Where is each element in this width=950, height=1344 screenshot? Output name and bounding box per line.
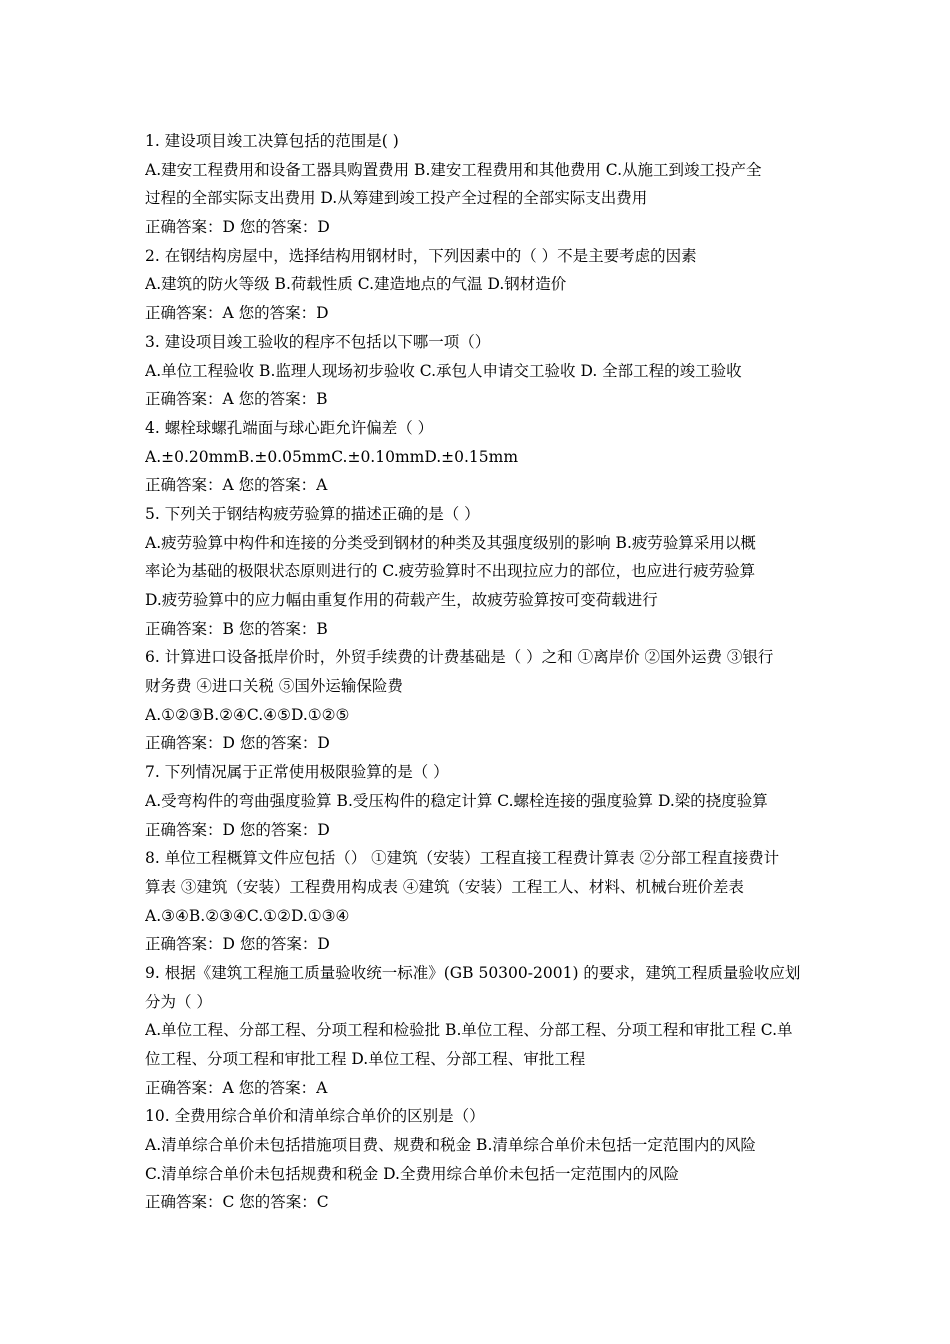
- question-options: [145, 1131, 810, 1188]
- question-text: [145, 242, 810, 271]
- answer-line: 正确答案：D 您的答案：D: [145, 820, 330, 839]
- option-line: A.建安工程费用和设备工器具购置费用 B.建安工程费用和其他费用 C.从施工到竣工投产全: [145, 160, 762, 179]
- option-line: A.建筑的防火等级 B.荷载性质 C.建造地点的气温 D.钢材造价: [145, 275, 567, 294]
- question-options: [145, 270, 810, 299]
- answer-line: 正确答案：A 您的答案：A: [145, 1078, 328, 1097]
- option-line: 位工程、分项工程和审批工程 D.单位工程、分部工程、审批工程: [145, 1050, 586, 1068]
- option-line: 过程的全部实际支出费用 D.从筹建到竣工投产全过程的全部实际支出费用: [145, 189, 648, 208]
- question-text: [145, 500, 810, 529]
- option-line: A.±0.20mmB.±0.05mmC.±0.10mmD.±0.15mm: [145, 447, 519, 466]
- question-text: [145, 328, 810, 357]
- question-block: [145, 1102, 810, 1217]
- option-line: A.③④B.②③④C.①②D.①③④: [145, 906, 350, 925]
- option-line: A.疲劳验算中构件和连接的分类受到钢材的种类及其强度级别的影响 B.疲劳验算采用以概: [145, 533, 756, 552]
- question-line: 1. 建设项目竣工决算包括的范围是( ): [145, 132, 399, 150]
- option-line: C.清单综合单价未包括规费和税金 D.全费用综合单价未包括一定范围内的风险: [145, 1164, 679, 1183]
- question-line: 财务费 ④进口关税 ⑤国外运输保险费: [145, 677, 403, 696]
- option-line: 率论为基础的极限状态原则进行的 C.疲劳验算时不出现拉应力的部位，也应进行疲劳验算: [145, 562, 756, 581]
- question-line: 10. 全费用综合单价和清单综合单价的区别是（）: [145, 1107, 485, 1126]
- question-line: 3. 建设项目竣工验收的程序不包括以下哪一项（）: [145, 332, 491, 351]
- option-line: A.①②③B.②④C.④⑤D.①②⑤: [145, 705, 350, 724]
- question-block: [145, 328, 810, 414]
- answer-line: 正确答案：C 您的答案：C: [145, 1193, 329, 1212]
- question-text: [145, 643, 810, 700]
- question-block: [145, 414, 810, 500]
- question-block: [145, 127, 810, 242]
- answer-line: 正确答案：D 您的答案：D: [145, 218, 330, 237]
- question-options: [145, 529, 810, 615]
- question-block: [145, 844, 810, 959]
- question-line: 7. 下列情况属于正常使用极限验算的是（ ）: [145, 763, 449, 782]
- question-block: [145, 242, 810, 328]
- question-options: [145, 701, 810, 730]
- question-options: [145, 357, 810, 386]
- question-line: 4. 螺栓球螺孔端面与球心距允许偏差（ ）: [145, 418, 434, 437]
- question-options: [145, 443, 810, 472]
- question-text: [145, 758, 810, 787]
- question-options: [145, 156, 810, 213]
- question-text: [145, 1102, 810, 1131]
- question-line: 2. 在钢结构房屋中，选择结构用钢材时，下列因素中的（ ）不是主要考虑的因素: [145, 246, 697, 265]
- document-page: [145, 127, 810, 1217]
- answer-line: 正确答案：A 您的答案：B: [145, 390, 328, 409]
- answer-line: 正确答案：D 您的答案：D: [145, 734, 330, 753]
- question-block: [145, 643, 810, 758]
- question-block: [145, 959, 810, 1102]
- question-line: 6. 计算进口设备抵岸价时，外贸手续费的计费基础是（ ）之和 ①离岸价 ②国外运费 ③银行: [145, 648, 774, 667]
- question-line: 8. 单位工程概算文件应包括（） ①建筑（安装）工程直接工程费计算表 ②分部工程直接费计: [145, 849, 780, 868]
- option-line: A.单位工程验收 B.监理人现场初步验收 C.承包人申请交工验收 D. 全部工程的竣工验收: [145, 361, 742, 380]
- answer-line: 正确答案：D 您的答案：D: [145, 935, 330, 954]
- option-line: A.单位工程、分部工程、分项工程和检验批 B.单位工程、分部工程、分项工程和审批工程 C.单: [145, 1021, 793, 1040]
- question-line: 9. 根据《建筑工程施工质量验收统一标准》(GB 50300-2001) 的要求，建筑工程质量验收应划: [145, 963, 801, 982]
- question-line: 5. 下列关于钢结构疲劳验算的描述正确的是（ ）: [145, 504, 480, 523]
- question-line: 算表 ③建筑（安装）工程费用构成表 ④建筑（安装）工程工人、材料、机械台班价差表: [145, 877, 744, 896]
- question-options: [145, 787, 810, 816]
- option-line: A.清单综合单价未包括措施项目费、规费和税金 B.清单综合单价未包括一定范围内的风险: [145, 1136, 756, 1155]
- question-text: [145, 844, 810, 901]
- question-text: [145, 959, 810, 1016]
- answer-line: 正确答案：A 您的答案：A: [145, 476, 328, 495]
- question-options: [145, 902, 810, 931]
- question-block: [145, 758, 810, 844]
- question-block: [145, 500, 810, 643]
- answer-line: 正确答案：B 您的答案：B: [145, 619, 328, 638]
- option-line: D.疲劳验算中的应力幅由重复作用的荷载产生，故疲劳验算按可变荷载进行: [145, 591, 658, 609]
- answer-line: 正确答案：A 您的答案：D: [145, 304, 329, 323]
- question-options: [145, 1016, 810, 1073]
- question-line: 分为（ ）: [145, 992, 212, 1011]
- question-text: [145, 127, 810, 156]
- option-line: A.受弯构件的弯曲强度验算 B.受压构件的稳定计算 C.螺栓连接的强度验算 D.梁的挠度验算: [145, 791, 768, 810]
- question-text: [145, 414, 810, 443]
